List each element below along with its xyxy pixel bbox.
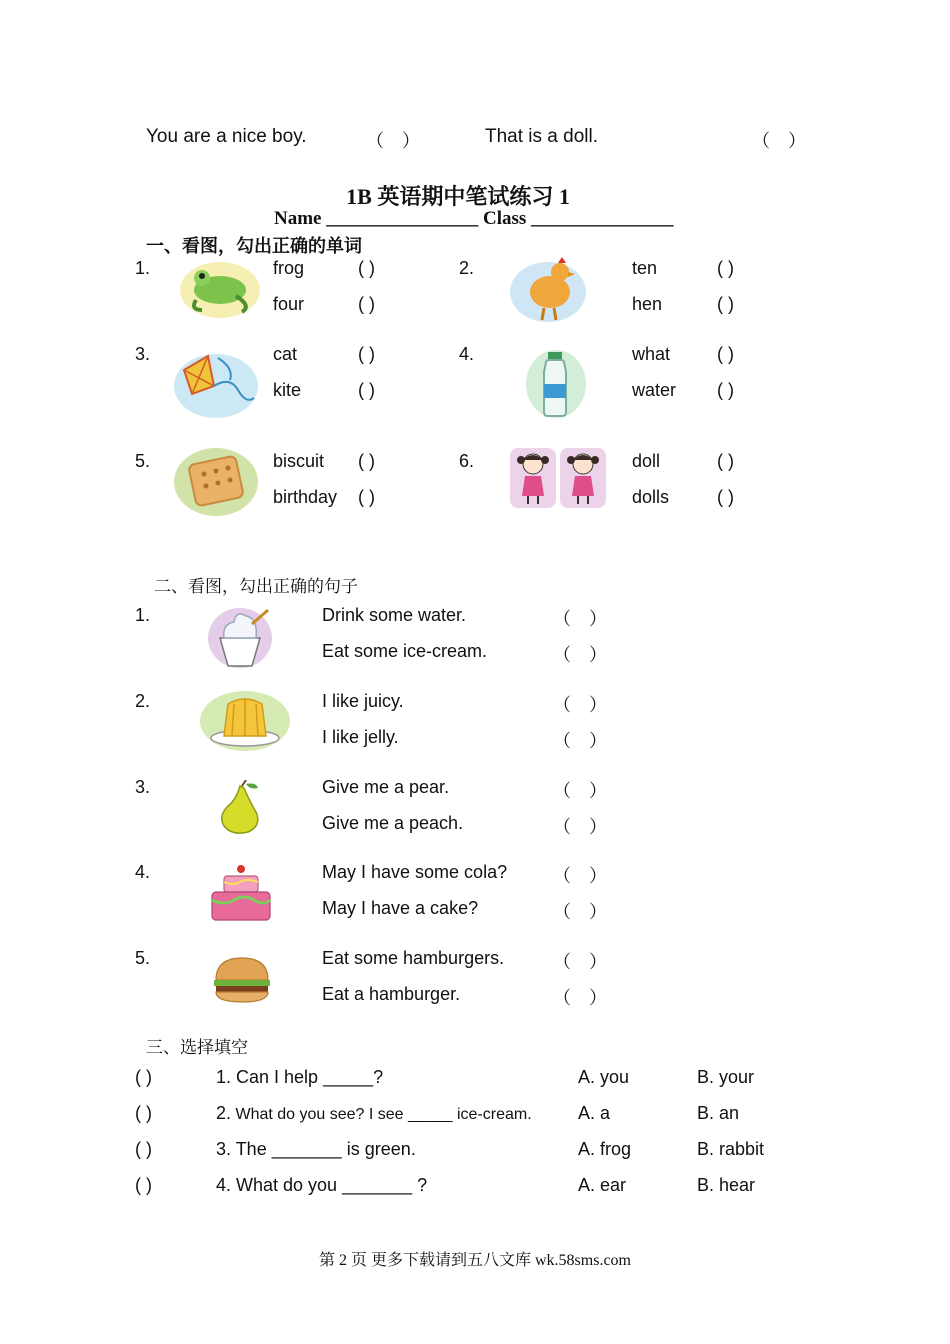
s1-item1-number: 1. [135,258,151,278]
s1-item4-word1: what [632,344,671,364]
s2-item2-number: 2. [135,691,151,711]
s2-item2-sentence2: I like jelly. [322,727,399,747]
s3-q3-paren[interactable]: ( ) [135,1139,152,1159]
s3-q4-option-b: B. hear [697,1175,756,1195]
s1-item5-paren1[interactable]: ( ) [358,451,375,471]
s3-q2-line [216,1103,532,1124]
s3-q1-option-b: B. your [697,1067,755,1087]
ice-cream-icon [206,602,274,670]
s1-item6-word1: doll [632,451,661,471]
s1-item2-word2: hen [632,294,663,314]
top-answer-paren-left[interactable]: （ ） [366,131,420,151]
s1-item6-word2: dolls [632,487,670,507]
s1-item6-paren2[interactable]: ( ) [717,487,734,507]
jelly-icon [200,690,290,752]
page-title: 1B 英语期中笔试练习 1 [346,184,570,209]
section2-heading: 二、看图，勾出正确的句子 [154,577,358,597]
s2-item5-number: 5. [135,948,151,968]
s2-item5-paren2[interactable]: （ ） [553,988,607,1008]
s2-item1-number: 1. [135,605,151,625]
s1-item4-word2: water [632,380,677,400]
s2-item2-paren2[interactable]: （ ） [553,731,607,751]
s1-item2-paren2[interactable]: ( ) [717,294,734,314]
s2-item2-paren1[interactable]: （ ） [553,695,607,715]
s3-q3-option-b: B. rabbit [697,1139,765,1159]
kite-icon [174,350,260,420]
s2-item1-sentence1: Drink some water. [322,605,467,625]
class-blank[interactable]: _______________ [531,208,674,229]
s3-q4-text: 4. What do you _______ ? [216,1175,428,1195]
s1-item3-word1: cat [273,344,298,364]
s2-item2-sentence1: I like juicy. [322,691,404,711]
top-answer-paren-right[interactable]: （ ） [752,131,806,151]
s3-q2-option-a: A. a [578,1103,611,1123]
s1-item3-number: 3. [135,344,151,364]
s3-q2-text: What do you see? I see _____ ice-cream. [235,1106,532,1123]
s1-item5-word1: biscuit [273,451,325,471]
s3-q3-option-a: A. frog [578,1139,632,1159]
class-label: Class [482,208,527,229]
s1-item6-number: 6. [459,451,475,471]
s1-item2-paren1[interactable]: ( ) [717,258,734,278]
s1-item1-word2: four [273,294,305,314]
name-blank[interactable]: ________________ [326,208,479,229]
s3-q4-option-a: A. ear [578,1175,627,1195]
s3-q2-option-b: B. an [697,1103,740,1123]
s2-item4-sentence2: May I have a cake? [322,898,479,918]
s1-item2-number: 2. [459,258,475,278]
biscuit-icon [174,446,260,518]
s2-item5-sentence2: Eat a hamburger. [322,984,461,1004]
pear-icon [214,780,266,836]
s2-item4-paren2[interactable]: （ ） [553,902,607,922]
s3-q4-paren[interactable]: ( ) [135,1175,152,1195]
s1-item3-paren2[interactable]: ( ) [358,380,375,400]
water-bottle-icon [524,348,588,420]
s3-q1-option-a: A. you [578,1067,630,1087]
s1-item5-word2: birthday [273,487,338,507]
s2-item4-number: 4. [135,862,151,882]
frog-icon [180,256,264,320]
s1-item1-word1: frog [273,258,305,278]
s3-q2-number: 2. [216,1103,232,1123]
s2-item1-sentence2: Eat some ice-cream. [322,641,488,661]
s1-item4-number: 4. [459,344,475,364]
s3-q2-paren[interactable]: ( ) [135,1103,152,1123]
s2-item4-sentence1: May I have some cola? [322,862,508,882]
top-sentence-right: That is a doll. [485,126,598,147]
s3-q1-paren[interactable]: ( ) [135,1067,152,1087]
s2-item3-number: 3. [135,777,151,797]
s1-item1-paren2[interactable]: ( ) [358,294,375,314]
s1-item1-paren1[interactable]: ( ) [358,258,375,278]
s2-item3-sentence1: Give me a pear. [322,777,450,797]
s2-item5-paren1[interactable]: （ ） [553,952,607,972]
name-class-row [274,208,674,230]
s2-item5-sentence1: Eat some hamburgers. [322,948,505,968]
s3-q1-text: 1. Can I help _____? [216,1067,384,1087]
s2-item3-sentence2: Give me a peach. [322,813,464,833]
name-label: Name [274,208,322,229]
section1-heading: 一、看图，勾出正确的单词 [146,236,362,257]
s1-item2-word1: ten [632,258,658,278]
s2-item1-paren2[interactable]: （ ） [553,645,607,665]
dolls-icon [508,446,608,510]
top-sentence-left: You are a nice boy. [146,126,307,147]
s1-item6-paren1[interactable]: ( ) [717,451,734,471]
hamburger-icon [212,956,272,1004]
s2-item3-paren1[interactable]: （ ） [553,781,607,801]
s1-item5-number: 5. [135,451,151,471]
s1-item5-paren2[interactable]: ( ) [358,487,375,507]
cake-icon [204,864,278,926]
hen-icon [508,252,590,324]
s3-q3-text: 3. The _______ is green. [216,1139,416,1159]
s2-item3-paren2[interactable]: （ ） [553,817,607,837]
s1-item3-paren1[interactable]: ( ) [358,344,375,364]
s1-item4-paren1[interactable]: ( ) [717,344,734,364]
section3-heading: 三、选择填空 [146,1038,248,1058]
s1-item4-paren2[interactable]: ( ) [717,380,734,400]
s2-item4-paren1[interactable]: （ ） [553,866,607,886]
s1-item3-word2: kite [273,380,302,400]
page-footer: 第 2 页 更多下载请到五八文库 wk.58sms.com [318,1252,631,1269]
s2-item1-paren1[interactable]: （ ） [553,609,607,629]
